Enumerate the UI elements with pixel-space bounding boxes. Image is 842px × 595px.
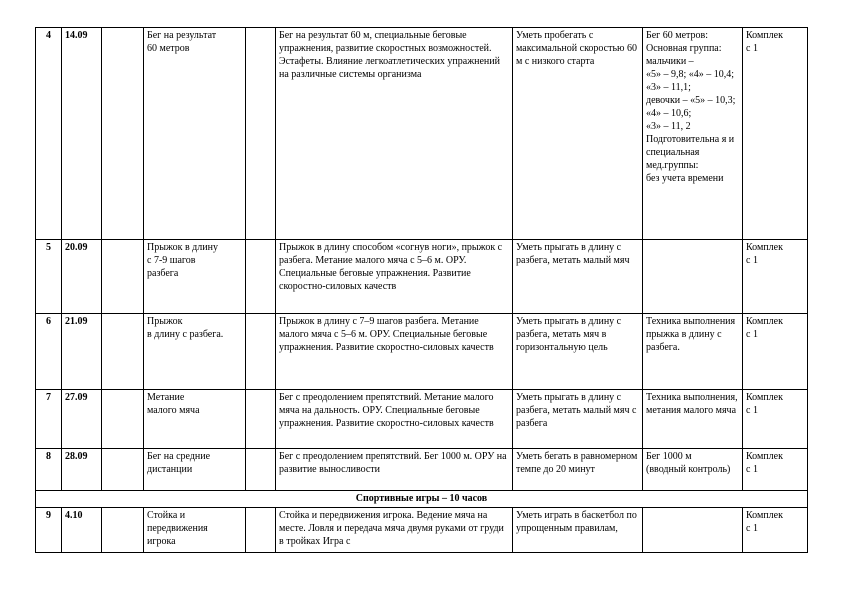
row-control: Техника выполнения, метания малого мяча <box>643 390 743 449</box>
row-type: Комплек с 1 <box>743 28 808 240</box>
row-topic: Бег на результат 60 метров <box>144 28 246 240</box>
row-number: 8 <box>36 449 62 491</box>
row-content: Прыжок в длину способом «согнув ноги», прыжок с разбега. Метание малого мяча с 5–6 м. ОРУ. Специальные беговые упражнения. Развитие скоростно-силовых качеств <box>276 240 513 314</box>
empty-cell <box>102 449 144 491</box>
row-number: 7 <box>36 390 62 449</box>
row-number: 6 <box>36 314 62 390</box>
section-header-row <box>36 491 808 508</box>
row-control: Техника выполнения прыжка в длину с разбега. <box>643 314 743 390</box>
row-control <box>643 240 743 314</box>
empty-cell <box>102 390 144 449</box>
empty-cell <box>246 508 276 553</box>
row-control: Бег 60 метров: Основная группа: мальчики – «5» – 9,8; «4» – 10,4; «3» – 11,1; девочки – «5» – 10,3; «4» – 10,6; «3» – 11, 2 Подготовительна я и специальная мед.группы: без учета времени <box>643 28 743 240</box>
row-date: 20.09 <box>62 240 102 314</box>
row-content: Бег с преодолением препятствий. Метание малого мяча на дальность. ОРУ. Специальные беговые упражнения. Развитие скоростно-силовых качеств <box>276 390 513 449</box>
row-topic: Прыжок в длину с 7-9 шагов разбега <box>144 240 246 314</box>
table-row <box>36 28 808 240</box>
row-type: Комплек с 1 <box>743 314 808 390</box>
table-row <box>36 449 808 491</box>
row-content: Бег на результат 60 м, специальные беговые упражнения, развитие скоростных возможностей. Эстафеты. Влияние легкоатлетических упражнений на различные системы организма <box>276 28 513 240</box>
row-date: 14.09 <box>62 28 102 240</box>
row-date: 27.09 <box>62 390 102 449</box>
row-requirements: Уметь прыгать в длину с разбега, метать малый мяч <box>513 240 643 314</box>
table-row <box>36 508 808 553</box>
row-topic: Стойка и передвижения игрока <box>144 508 246 553</box>
row-requirements: Уметь пробегать с максимальной скоростью 60 м с низкого старта <box>513 28 643 240</box>
row-number: 4 <box>36 28 62 240</box>
row-content: Прыжок в длину с 7–9 шагов разбега. Метание малого мяча с 5–6 м. ОРУ. Специальные беговые упражнения. Развитие скоростно-силовых качеств <box>276 314 513 390</box>
table-row <box>36 390 808 449</box>
row-control: Бег 1000 м (вводный контроль) <box>643 449 743 491</box>
empty-cell <box>102 28 144 240</box>
empty-cell <box>102 314 144 390</box>
row-number: 5 <box>36 240 62 314</box>
row-content: Бег с преодолением препятствий. Бег 1000 м. ОРУ на развитие выносливости <box>276 449 513 491</box>
row-requirements: Уметь играть в баскетбол по упрощенным правилам, <box>513 508 643 553</box>
row-type: Комплек с 1 <box>743 449 808 491</box>
row-topic: Метание малого мяча <box>144 390 246 449</box>
row-control <box>643 508 743 553</box>
row-topic: Прыжок в длину с разбега. <box>144 314 246 390</box>
row-date: 4.10 <box>62 508 102 553</box>
row-date: 21.09 <box>62 314 102 390</box>
row-type: Комплек с 1 <box>743 240 808 314</box>
row-requirements: Уметь прыгать в длину с разбега, метать мяч в горизонтальную цель <box>513 314 643 390</box>
row-requirements: Уметь прыгать в длину с разбега, метать малый мяч с разбега <box>513 390 643 449</box>
row-topic: Бег на средние дистанции <box>144 449 246 491</box>
empty-cell <box>102 508 144 553</box>
empty-cell <box>102 240 144 314</box>
lesson-plan-table <box>35 27 808 553</box>
empty-cell <box>246 449 276 491</box>
row-requirements: Уметь бегать в равномерном темпе до 20 минут <box>513 449 643 491</box>
empty-cell <box>246 240 276 314</box>
table-row <box>36 314 808 390</box>
empty-cell <box>246 28 276 240</box>
row-date: 28.09 <box>62 449 102 491</box>
row-type: Комплек с 1 <box>743 390 808 449</box>
row-type: Комплек с 1 <box>743 508 808 553</box>
table-row <box>36 240 808 314</box>
empty-cell <box>246 314 276 390</box>
empty-cell <box>246 390 276 449</box>
section-title: Спортивные игры – 10 часов <box>36 491 808 508</box>
row-number: 9 <box>36 508 62 553</box>
row-content: Стойка и передвижения игрока. Ведение мяча на месте. Ловля и передача мяча двумя руками от груди в тройках Игра с <box>276 508 513 553</box>
